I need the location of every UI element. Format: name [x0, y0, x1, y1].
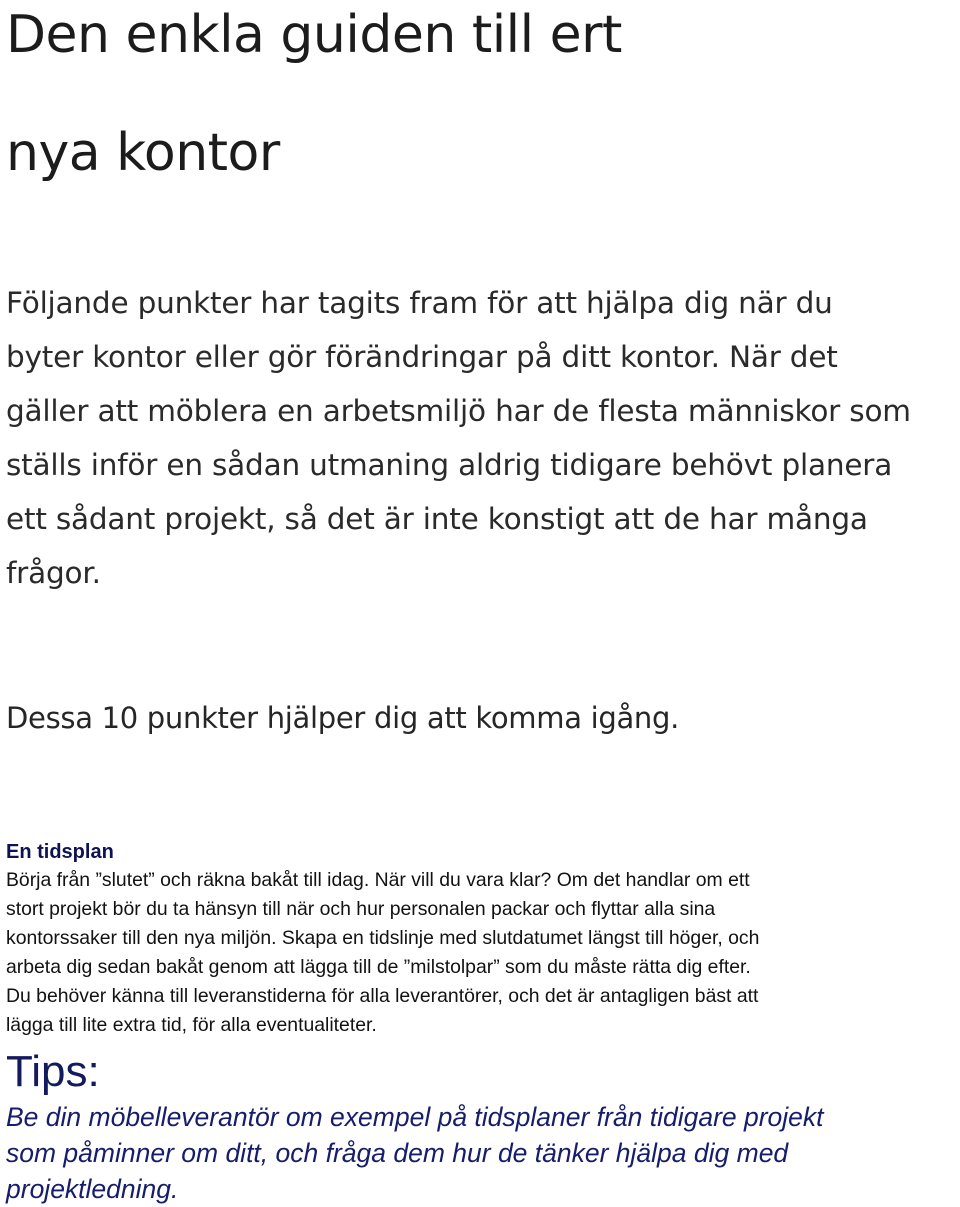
intro-line: ställs inför en sådan utmaning aldrig tidigare behövt planera	[6, 448, 893, 482]
title-line-1: Den enkla guiden till ert	[6, 5, 622, 65]
section-line: lägga till lite extra tid, för alla eventualiteter.	[6, 1014, 377, 1036]
tips-text	[6, 1099, 956, 1207]
intro-line: byter kontor eller gör förändringar på ditt kontor. När det	[6, 340, 838, 374]
page-title	[6, 0, 946, 212]
section-line: stort projekt bör du ta hänsyn till när och hur personalen packar och flyttar alla sina	[6, 898, 716, 920]
tips-line: som påminner om ditt, och fråga dem hur de tänker hjälpa dig med	[6, 1138, 789, 1168]
section-heading: En tidsplan	[6, 841, 114, 863]
title-line-2: nya kontor	[6, 123, 280, 183]
intro-line: ett sådant projekt, så det är inte konstigt att de har många	[6, 502, 868, 536]
tips-heading: Tips:	[6, 1047, 100, 1096]
intro-line: frågor.	[6, 556, 101, 590]
intro-paragraph	[6, 276, 956, 600]
section-line: arbeta dig sedan bakåt genom att lägga till de ”milstolpar” som du måste rätta dig efter.	[6, 956, 751, 978]
tips-line: projektledning.	[6, 1174, 179, 1204]
intro-line: gäller att möblera en arbetsmiljö har de flesta människor som	[6, 394, 911, 428]
intro-line: Följande punkter har tagits fram för att hjälpa dig när du	[6, 286, 833, 320]
tips-line: Be din möbelleverantör om exempel på tidsplaner från tidigare projekt	[6, 1102, 824, 1132]
section-body	[6, 866, 956, 1040]
lead-sentence: Dessa 10 punkter hjälper dig att komma igång.	[6, 701, 680, 735]
section-line: kontorssaker till den nya miljön. Skapa en tidslinje med slutdatumet längst till höger, och	[6, 927, 760, 949]
section-line: Börja från ”slutet” och räkna bakåt till idag. När vill du vara klar? Om det handlar om ett	[6, 869, 750, 891]
timeline-section	[6, 838, 956, 1040]
section-line: Du behöver känna till leveranstiderna för alla leverantörer, och det är antagligen bäst att	[6, 985, 759, 1007]
